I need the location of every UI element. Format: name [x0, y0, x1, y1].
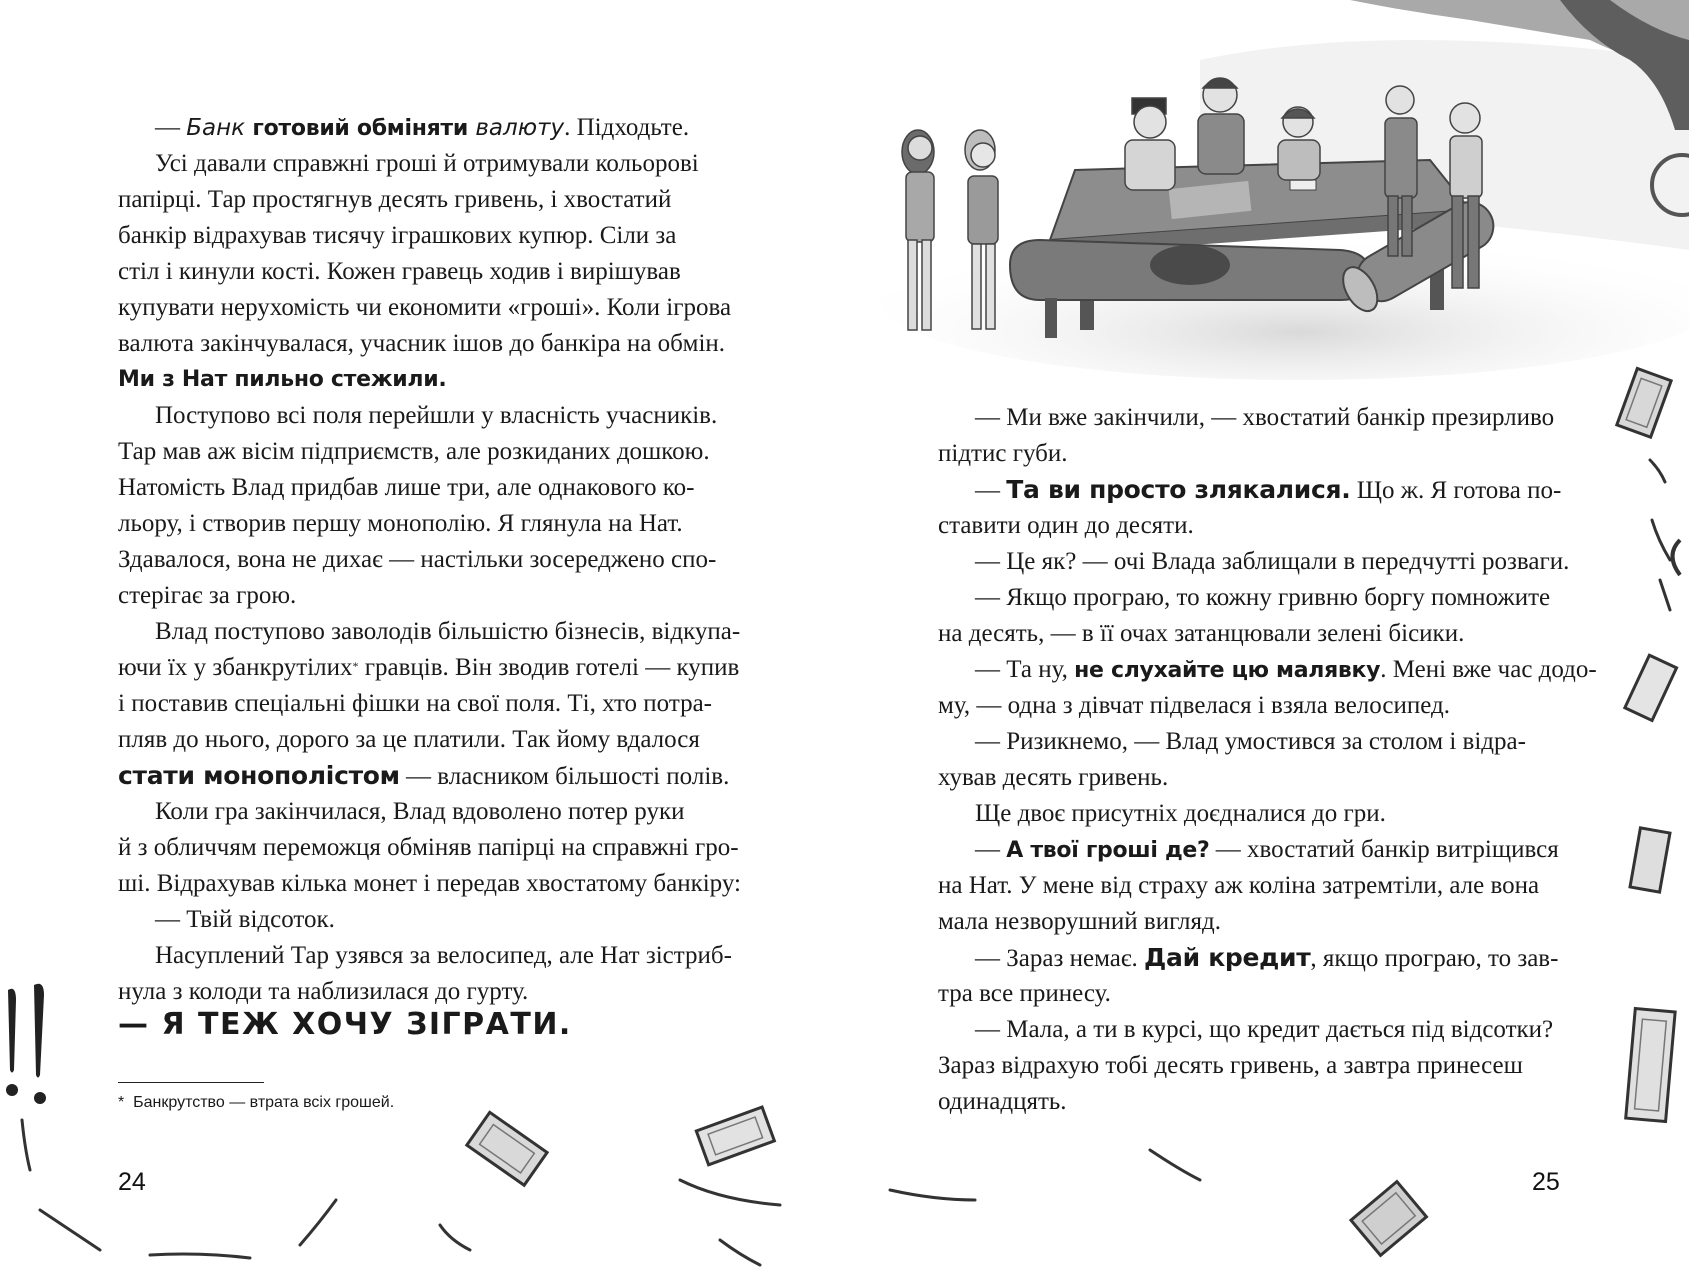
- footnote-rule: [118, 1082, 264, 1083]
- text-line: Ще двоє присутніх доєдналися до гри.: [975, 800, 1386, 827]
- text-line: Здавалося, вона не дихає — настільки зосереджено спо-: [118, 546, 717, 573]
- handwritten-shout: — Я ТЕЖ ХОЧУ ЗІГРАТИ.: [118, 1007, 572, 1042]
- dash: —: [975, 836, 1007, 863]
- text-line: підтис губи.: [938, 440, 1068, 467]
- text-line: валюта закінчувалася, учасник ішов до банкіра на обмін.: [118, 330, 726, 357]
- text-line: — Ми вже закінчили, — хвостатий банкір презирливо: [975, 404, 1555, 431]
- text-line: хував десять гривень.: [938, 764, 1169, 791]
- handwritten-monopolist: стати монополістом: [118, 761, 400, 790]
- footnote-text: Банкрутство — втрата всіх грошей.: [133, 1094, 395, 1111]
- handwritten-exchange: готовий обміняти: [245, 116, 476, 141]
- text-line: — Якщо програю, то кожну гривню боргу помножите: [975, 584, 1551, 611]
- text-line: на десять, — в її очах затанцювали зелені бісики.: [938, 620, 1465, 647]
- bench-leg: [1045, 298, 1057, 338]
- percent-line: — Твій відсоток.: [155, 906, 335, 933]
- text-line: нула з колоди та наблизилася до гурту.: [118, 978, 529, 1005]
- text-line: стіл і кинули кості. Кожен гравець ходив і вирішував: [118, 258, 681, 285]
- text-line: Коли гра закінчилася, Влад вдоволено потер руки: [155, 798, 685, 825]
- text-line: му, — одна з дівчат підвелася і взяла велосипед.: [938, 692, 1450, 719]
- where-money-line: [938, 832, 1574, 868]
- picnic-table-illustration: [870, 0, 1689, 380]
- text-line: тра все принесу.: [938, 980, 1111, 1007]
- handwritten-where-money: А твої гроші де?: [1006, 838, 1210, 863]
- dont-listen-line: [938, 652, 1597, 688]
- text-line: і поставив спеціальні фішки на свої поля. Ті, хто потра-: [118, 690, 713, 717]
- backpack: [1150, 245, 1230, 285]
- boy-figure: [1198, 78, 1244, 174]
- text-line: й з обличчям переможця обміняв папірці на справжні гро-: [118, 834, 739, 861]
- text-line: мала незворушний вигляд.: [938, 908, 1221, 935]
- text-line: Поступово всі поля перейшли у власність учасників.: [155, 402, 718, 429]
- text-line: папірці. Тар простягнув десять гривень, і хвостатий: [118, 186, 672, 213]
- dash: —: [975, 477, 1007, 504]
- right-page-text: [938, 400, 1597, 1120]
- text-line: купувати нерухомість чи економити «гроші». Коли ігрова: [118, 294, 732, 321]
- text-line: — Мала, а ти в курсі, що кредит дається під відсотки?: [975, 1016, 1554, 1043]
- page-number-right: 25: [1532, 1168, 1560, 1196]
- text-fragment: Що ж. Я готова по-: [1350, 477, 1562, 504]
- footnote: [118, 1094, 718, 1112]
- handwritten-dont-listen: не слухайте цю малявку: [1074, 658, 1381, 683]
- handwritten-bank: Банк: [186, 115, 246, 141]
- text-line: — Ризикнемо, — Влад умостився за столом і відра-: [975, 728, 1526, 755]
- text-fragment: — Та ну,: [975, 656, 1075, 683]
- text-line: банкір відрахував тисячу іграшкових купюр. Сіли за: [118, 222, 677, 249]
- text-line: Зараз відрахую тобі десять гривень, а завтра принесеш: [938, 1052, 1523, 1079]
- text-fragment: ючи їх у збанкрутілих: [118, 654, 353, 681]
- text-fragment: , якщо програю, то зав-: [1310, 945, 1559, 972]
- text-line: льору, і створив першу монополію. Я глянула на Нат.: [118, 510, 683, 537]
- text-fragment: . Мені вже час додо-: [1380, 656, 1597, 683]
- text-line-with-footnote: [118, 650, 756, 686]
- text-line: пляв до нього, дорого за це платили. Так йому вдалося: [118, 726, 700, 753]
- text-line: Тар мав аж вісім підприємств, але розкиданих дошкою.: [118, 438, 710, 465]
- scared-line: [938, 472, 1574, 508]
- text-line: Усі давали справжні гроші й отримували кольорові: [155, 150, 699, 177]
- handwritten-scared: Та ви просто злякалися.: [1006, 475, 1351, 504]
- text-fragment: . Підходьте.: [564, 114, 690, 141]
- bank-intro-line: [118, 110, 756, 146]
- handwritten-watch-line: Ми з Нат пильно стежили.: [118, 367, 447, 392]
- text-fragment: — хвостатий банкір витріщився: [1209, 836, 1559, 863]
- credit-line: [938, 940, 1574, 976]
- footnote-marker: *: [352, 659, 359, 673]
- left-page-text: [118, 110, 756, 1010]
- text-line: на Нат. У мене від страху аж коліна затремтіли, але вона: [938, 872, 1540, 899]
- footnote-marker: *: [118, 1094, 125, 1111]
- text-fragment: — Зараз немає.: [975, 945, 1145, 972]
- handwritten-currency: валюту: [475, 115, 565, 141]
- text-line: Влад поступово заволодів більшістю бізнесів, відкупа-: [155, 618, 741, 645]
- text-fragment: гравців. Він зводив готелі — купив: [358, 654, 740, 681]
- monopolist-line: [118, 758, 756, 794]
- text-line: ші. Відрахував кілька монет і передав хвостатому банкіру:: [118, 870, 741, 897]
- text-line: стерігає за грою.: [118, 582, 297, 609]
- page-number-left: 24: [118, 1168, 146, 1196]
- text-line: ставити один до десяти.: [938, 512, 1194, 539]
- dash: —: [155, 114, 187, 141]
- handwritten-give-credit: Дай кредит: [1144, 943, 1311, 972]
- text-line: — Це як? — очі Влада заблищали в передчутті розваги.: [975, 548, 1570, 575]
- text-line: Натомість Влад придбав лише три, але однакового ко-: [118, 474, 695, 501]
- boy-figure: [1125, 98, 1175, 190]
- girl-figure: [1278, 107, 1320, 180]
- text-line: одинадцять.: [938, 1088, 1067, 1115]
- text-line: Насуплений Тар узявся за велосипед, але Нат зістриб-: [155, 942, 732, 969]
- text-fragment: — власником більшості полів.: [399, 763, 730, 790]
- card: [1290, 180, 1316, 190]
